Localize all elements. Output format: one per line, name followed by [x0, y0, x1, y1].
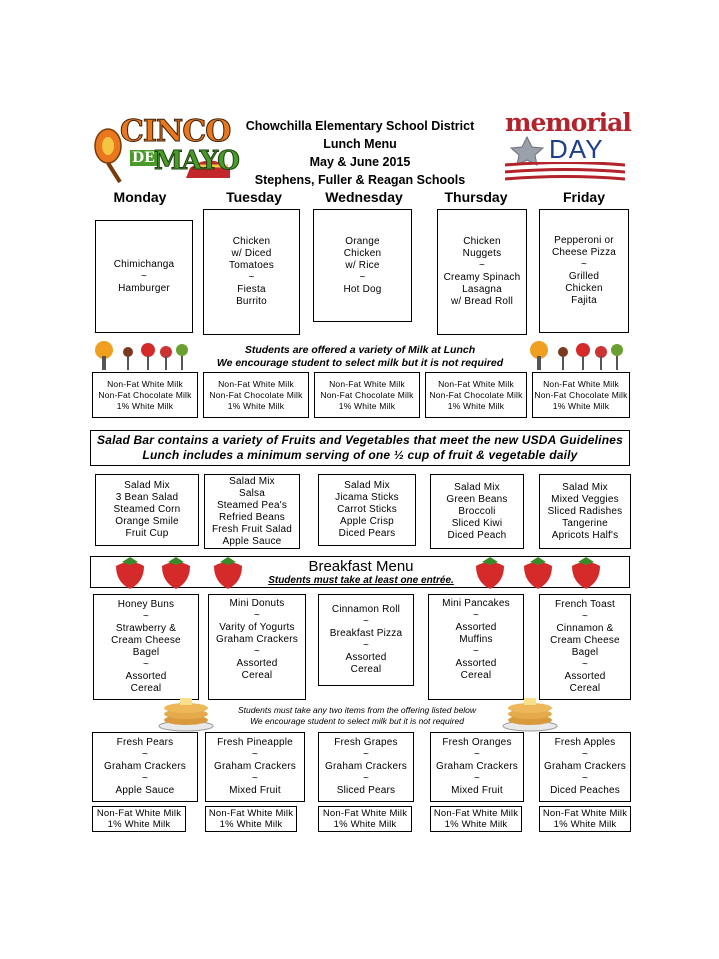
menu-line: Chicken [565, 283, 603, 294]
milk-option: Non-Fat White Milk [433, 808, 519, 819]
menu-line: Cheese Pizza [551, 247, 617, 258]
offer-note-line-1: Students must take any two items from the offering listed below [237, 705, 477, 715]
milk-note-line-2: We encourage student to select milk but it is not required [216, 357, 504, 369]
milk-option: Non-Fat Chocolate Milk [98, 389, 192, 400]
menu-line: Graham Crackers [544, 761, 626, 772]
sides-box-thursday [430, 732, 524, 802]
menu-line: ~ [581, 749, 589, 760]
menu-line: Chicken [343, 247, 382, 259]
menu-line: Mixed Veggies [551, 493, 619, 505]
menu-line: Grilled [568, 271, 600, 282]
menu-line: ~ [362, 616, 370, 627]
milk-box-monday [92, 372, 198, 418]
salad-banner-line-2: Lunch includes a minimum serving of one ½ cup of fruit & vegetable daily [142, 448, 578, 462]
day-heading-friday: Friday [562, 189, 605, 205]
breakfast-box-thursday [428, 594, 524, 700]
menu-line: Steamed Pea's [216, 499, 288, 511]
breakfast-milk-friday [539, 806, 631, 832]
menu-line: Nuggets [462, 248, 502, 259]
menu-line: Pepperoni or [554, 235, 614, 246]
menu-line: Lasagna [462, 284, 502, 295]
sides-box-wednesday [318, 732, 414, 802]
milk-option: 1% White Milk [553, 819, 617, 830]
breakfast-note: Students must take at least one entrée. [268, 575, 454, 586]
menu-line: Sliced Radishes [547, 505, 623, 517]
menu-line: ~ [248, 272, 255, 283]
menu-line: Cereal [350, 664, 382, 675]
menu-line: Assorted [236, 658, 278, 669]
milk-option: 1% White Milk [227, 400, 285, 411]
vegetables-left-icon [92, 336, 190, 370]
lunch-box-friday [539, 209, 629, 333]
milk-option: Non-Fat Chocolate Milk [429, 389, 523, 400]
menu-line: Tomatoes [229, 260, 274, 271]
milk-option: 1% White Milk [219, 819, 283, 830]
milk-note-line-1: Students are offered a variety of Milk at Lunch [244, 344, 476, 356]
menu-line: Graham Crackers [214, 761, 296, 772]
menu-line: Fresh Oranges [442, 737, 512, 748]
menu-line: ~ [253, 646, 261, 657]
breakfast-title: Breakfast Menu [308, 558, 414, 575]
lunch-box-monday [95, 220, 193, 333]
milk-box-friday [532, 372, 630, 418]
menu-line: Salad Mix [124, 480, 170, 491]
menu-line: Steamed Corn [113, 504, 181, 515]
milk-option: Non-Fat Chocolate Milk [209, 389, 303, 400]
menu-line: Orange [345, 235, 380, 247]
menu-line: Assorted [345, 652, 387, 663]
salad-box-monday [95, 474, 199, 546]
menu-line: Graham Crackers [325, 761, 407, 772]
menu-line: Chicken [232, 236, 271, 247]
milk-box-wednesday [314, 372, 420, 418]
menu-line: Apple Sauce [222, 535, 282, 547]
menu-line: Fruit Cup [125, 528, 169, 539]
menu-line: Broccoli [458, 505, 496, 517]
menu-line: Varity of Yogurts [219, 622, 295, 633]
menu-line: ~ [581, 659, 589, 670]
menu-line: Mixed Fruit [451, 785, 503, 796]
menu-line: ~ [580, 259, 588, 270]
menu-line: w/ Rice [345, 259, 380, 271]
breakfast-milk-thursday [430, 806, 522, 832]
milk-option: Non-Fat White Milk [322, 808, 408, 819]
menu-line: Strawberry & [115, 623, 177, 634]
breakfast-box-tuesday [208, 594, 306, 700]
breakfast-box-friday [539, 594, 631, 700]
menu-line: Hamburger [118, 282, 170, 294]
menu-line: ~ [473, 773, 481, 784]
menu-line: Honey Buns [117, 599, 175, 610]
day-heading-monday: Monday [113, 189, 167, 205]
menu-line: ~ [141, 749, 149, 760]
strawberry-icon [210, 556, 250, 590]
milk-option: 1% White Milk [444, 819, 508, 830]
breakfast-milk-wednesday [318, 806, 412, 832]
day-text: DAY [549, 134, 604, 164]
menu-line: Burrito [236, 296, 267, 307]
menu-line: Cereal [130, 683, 162, 694]
sides-box-monday [92, 732, 198, 802]
menu-line: Salsa [238, 487, 265, 499]
menu-line: ~ [253, 610, 261, 621]
menu-line: Cereal [569, 683, 601, 694]
menu-line: Assorted [455, 658, 497, 669]
day-heading-thursday: Thursday [444, 189, 508, 205]
menu-line: w/ Diced [231, 248, 272, 259]
menu-line: ~ [478, 260, 486, 271]
milk-option: Non-Fat Chocolate Milk [320, 389, 414, 400]
menu-line: ~ [142, 659, 150, 670]
menu-line: Cream Cheese [550, 635, 620, 646]
milk-option: Non-Fat White Milk [107, 378, 183, 389]
breakfast-box-monday [93, 594, 199, 700]
memorial-day-logo [505, 108, 631, 184]
menu-line: Fresh Pineapple [217, 737, 293, 748]
menu-line: ~ [581, 773, 589, 784]
menu-line: Apple Sauce [115, 785, 175, 796]
milk-option: Non-Fat White Milk [438, 378, 514, 389]
menu-line: Mixed Fruit [229, 785, 281, 796]
menu-line: Chicken [463, 236, 501, 247]
menu-line: Graham Crackers [216, 634, 298, 645]
menu-line: Mini Donuts [229, 598, 285, 609]
menu-line: French Toast [554, 599, 616, 610]
menu-line: Fresh Grapes [334, 737, 398, 748]
salad-box-thursday [430, 474, 524, 549]
milk-option: Non-Fat White Milk [218, 378, 294, 389]
menu-line: Hot Dog [343, 283, 382, 295]
salad-box-wednesday [318, 474, 416, 546]
menu-line: Assorted [455, 622, 497, 633]
menu-line: Creamy Spinach [443, 272, 521, 283]
menu-line: Cereal [241, 670, 273, 681]
menu-line: ~ [362, 773, 370, 784]
salad-banner-line-1: Salad Bar contains a variety of Fruits and Vegetables that meet the new USDA Guidelines [97, 433, 623, 447]
milk-option: 1% White Milk [116, 400, 174, 411]
memorial-text: memorial [505, 108, 631, 137]
page-header [230, 117, 490, 189]
menu-line: Bagel [132, 647, 160, 658]
menu-line: ~ [362, 640, 370, 651]
sides-box-tuesday [205, 732, 305, 802]
cinco-de-mayo-logo [90, 108, 239, 186]
menu-line: Fresh Pears [116, 737, 174, 748]
salad-bar-banner [90, 430, 630, 466]
menu-line: Green Beans [446, 493, 508, 505]
pancakes-left-icon [158, 690, 214, 732]
menu-line: Mini Pancakes [442, 598, 510, 609]
menu-line: Graham Crackers [104, 761, 186, 772]
menu-line: Fresh Fruit Salad [211, 523, 293, 535]
menu-line: ~ [472, 646, 480, 657]
milk-option: Non-Fat White Milk [542, 808, 628, 819]
milk-option: 1% White Milk [447, 400, 505, 411]
milk-option: Non-Fat White Milk [543, 378, 619, 389]
menu-line: Muffins [459, 634, 493, 645]
milk-box-thursday [425, 372, 527, 418]
lunch-box-wednesday [313, 209, 412, 322]
milk-option: 1% White Milk [107, 819, 171, 830]
day-heading-wednesday: Wednesday [325, 189, 403, 205]
menu-line: Fresh Apples [554, 737, 616, 748]
menu-line: ~ [359, 271, 366, 283]
schools-names: Stephens, Fuller & Reagan Schools [254, 173, 466, 187]
menu-line: ~ [141, 773, 149, 784]
menu-line: Assorted [125, 671, 167, 682]
milk-option: 1% White Milk [338, 400, 396, 411]
menu-line: Jicama Sticks [335, 492, 399, 503]
district-name: Chowchilla Elementary School District [245, 119, 475, 133]
menu-line: Breakfast Pizza [329, 628, 403, 639]
menu-line: Apricots Half's [551, 529, 619, 541]
mayo-text: MAYO [154, 146, 239, 176]
menu-line: Refried Beans [219, 511, 285, 523]
menu-line: ~ [142, 611, 150, 622]
lunch-box-thursday [437, 209, 527, 335]
breakfast-milk-monday [92, 806, 186, 832]
menu-line: Salad Mix [229, 475, 275, 487]
vegetables-right-icon [527, 336, 625, 370]
menu-line: Fiesta [237, 284, 266, 295]
menu-line: Chimichanga [113, 258, 175, 270]
milk-option: 1% White Milk [552, 400, 610, 411]
pancakes-right-icon [502, 690, 558, 732]
menu-line: ~ [251, 749, 259, 760]
breakfast-milk-tuesday [205, 806, 297, 832]
menu-line: Orange Smile [115, 516, 179, 527]
strawberries-left-icon [112, 556, 202, 590]
menu-line: Cinnamon & [556, 623, 614, 634]
de-text: DE [132, 150, 155, 166]
salad-box-friday [539, 474, 631, 549]
milk-option: 1% White Milk [333, 819, 397, 830]
menu-line: Assorted [564, 671, 606, 682]
menu-title: Lunch Menu [323, 137, 397, 151]
menu-line: Graham Crackers [436, 761, 518, 772]
sides-box-friday [539, 732, 631, 802]
menu-line: Diced Peaches [550, 785, 620, 796]
strawberries-right-icon [472, 556, 622, 590]
menu-dates: May & June 2015 [309, 155, 411, 169]
milk-box-tuesday [203, 372, 309, 418]
menu-line: ~ [472, 610, 480, 621]
menu-line: ~ [581, 611, 589, 622]
menu-line: 3 Bean Salad [115, 492, 179, 503]
offer-note-line-2: We encourage student to select milk but it is not required [250, 716, 464, 726]
day-heading-tuesday: Tuesday [226, 189, 282, 205]
salad-box-tuesday [204, 474, 300, 549]
menu-line: Sliced Kiwi [451, 517, 503, 529]
menu-line: Diced Peach [447, 529, 507, 541]
menu-line: Salad Mix [562, 481, 608, 493]
flag-stripes-icon [505, 162, 625, 184]
menu-line: Salad Mix [454, 481, 500, 493]
menu-line: w/ Bread Roll [450, 296, 514, 307]
menu-line: Cream Cheese [111, 635, 181, 646]
milk-option: Non-Fat White Milk [96, 808, 182, 819]
menu-line: Fajita [571, 295, 597, 306]
menu-line: ~ [251, 773, 259, 784]
milk-note [190, 344, 530, 370]
menu-line: Cereal [460, 670, 492, 681]
menu-line: Apple Crisp [340, 516, 394, 527]
menu-line: ~ [140, 270, 148, 282]
menu-line: Tangerine [562, 517, 608, 529]
milk-option: Non-Fat Chocolate Milk [534, 389, 628, 400]
milk-option: Non-Fat White Milk [208, 808, 294, 819]
menu-line: Carrot Sticks [337, 504, 397, 515]
menu-line: Cinnamon Roll [331, 604, 401, 615]
menu-line: Diced Pears [338, 528, 396, 539]
menu-line: Salad Mix [344, 480, 390, 491]
menu-line: ~ [362, 749, 370, 760]
menu-line: Bagel [571, 647, 599, 658]
milk-option: Non-Fat White Milk [329, 378, 405, 389]
cinco-text: CINCO [120, 114, 231, 149]
breakfast-box-wednesday [318, 594, 414, 686]
menu-line: ~ [473, 749, 481, 760]
menu-line: Sliced Pears [336, 785, 396, 796]
lunch-box-tuesday [203, 209, 300, 335]
offer-note [210, 705, 504, 727]
